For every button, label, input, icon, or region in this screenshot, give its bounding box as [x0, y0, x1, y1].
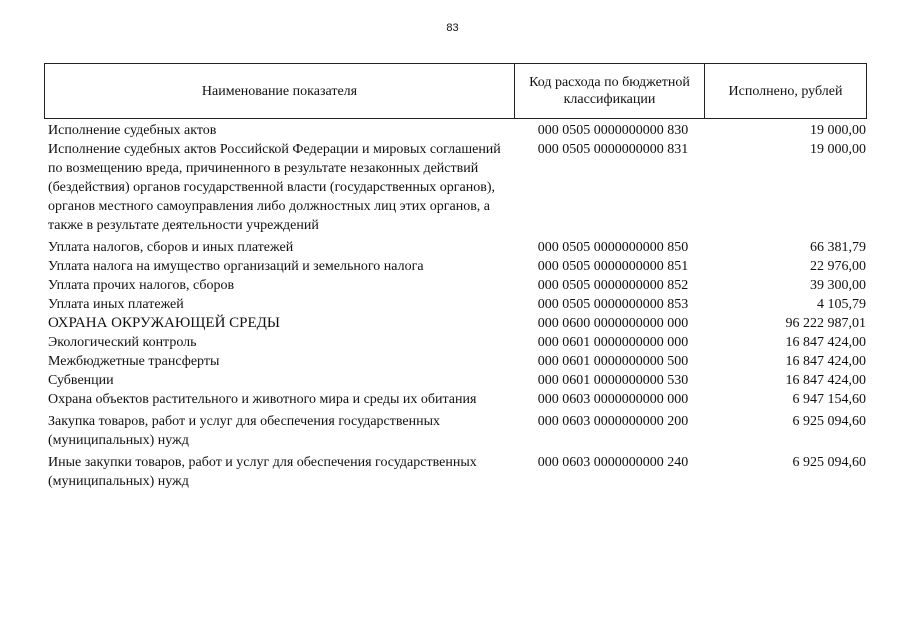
row-name: Исполнение судебных актов Российской Федерации и мировых соглашений по возмещению вреда, причиненного в результате незаконных действий (бездействия) органов государственной власти (государственных органов), органов местного самоуправления либо должностных лиц этих органов, а также в результате деятельности учреждений	[48, 142, 501, 233]
row-amount: 39 300,00	[810, 278, 866, 293]
row-name: Закупка товаров, работ и услуг для обеспечения государственных (муниципальных) нужд	[48, 414, 441, 448]
row-amount: 19 000,00	[810, 142, 866, 157]
row-amount: 6 947 154,60	[792, 392, 866, 407]
row-code: 000 0505 0000000000 852	[537, 278, 689, 293]
row-code: 000 0505 0000000000 850	[537, 240, 689, 255]
table-row	[48, 352, 866, 371]
table-row	[48, 276, 866, 295]
row-amount: 6 925 094,60	[792, 455, 866, 470]
table-row	[48, 257, 866, 276]
row-amount: 6 925 094,60	[792, 414, 866, 429]
row-amount: 16 847 424,00	[785, 373, 866, 388]
row-code: 000 0505 0000000000 831	[537, 142, 689, 157]
row-name: ОХРАНА ОКРУЖАЮЩЕЙ СРЕДЫ	[48, 315, 280, 331]
row-amount: 96 222 987,01	[785, 316, 866, 331]
row-name: Исполнение судебных актов	[48, 123, 217, 138]
header-amount: Исполнено, рублей	[728, 83, 843, 99]
row-amount: 4 105,79	[817, 297, 866, 312]
row-amount: 22 976,00	[810, 259, 866, 274]
row-name: Экологический контроль	[48, 335, 197, 350]
row-name: Межбюджетные трансферты	[48, 354, 220, 369]
table-row	[48, 314, 866, 333]
row-name: Уплата иных платежей	[48, 297, 184, 312]
row-code: 000 0603 0000000000 240	[537, 455, 689, 470]
table-row	[48, 333, 866, 352]
row-code: 000 0603 0000000000 200	[537, 414, 689, 429]
row-code: 000 0601 0000000000 530	[537, 373, 689, 388]
table-row	[48, 390, 866, 409]
row-code: 000 0601 0000000000 500	[537, 354, 689, 369]
row-code: 000 0601 0000000000 000	[537, 335, 689, 350]
header-name: Наименование показателя	[45, 64, 515, 118]
row-name: Уплата налогов, сборов и иных платежей	[48, 240, 294, 255]
row-amount: 16 847 424,00	[785, 354, 866, 369]
row-name: Иные закупки товаров, работ и услуг для обеспечения государственных (муниципальных) нужд	[48, 455, 477, 489]
row-code: 000 0505 0000000000 853	[537, 297, 689, 312]
table-body	[48, 121, 866, 491]
table-row	[48, 121, 866, 140]
table-header	[44, 63, 867, 119]
row-code: 000 0600 0000000000 000	[537, 316, 689, 331]
row-code: 000 0505 0000000000 851	[537, 259, 689, 274]
table-row	[48, 412, 866, 450]
row-amount: 66 381,79	[810, 240, 866, 255]
row-name: Охрана объектов растительного и животного мира и среды их обитания	[48, 392, 477, 407]
page-number: 83	[446, 22, 459, 34]
table-row	[48, 140, 866, 235]
table-row	[48, 453, 866, 491]
row-code: 000 0505 0000000000 830	[537, 123, 689, 138]
row-amount: 16 847 424,00	[785, 335, 866, 350]
header-code: Код расхода по бюджетной классификации	[515, 64, 705, 118]
table-row	[48, 238, 866, 257]
row-amount: 19 000,00	[810, 123, 866, 138]
row-name: Уплата налога на имущество организаций и земельного налога	[48, 259, 424, 274]
table-row	[48, 295, 866, 314]
row-name: Субвенции	[48, 373, 114, 388]
row-code: 000 0603 0000000000 000	[537, 392, 689, 407]
table-row	[48, 371, 866, 390]
row-name: Уплата прочих налогов, сборов	[48, 278, 235, 293]
